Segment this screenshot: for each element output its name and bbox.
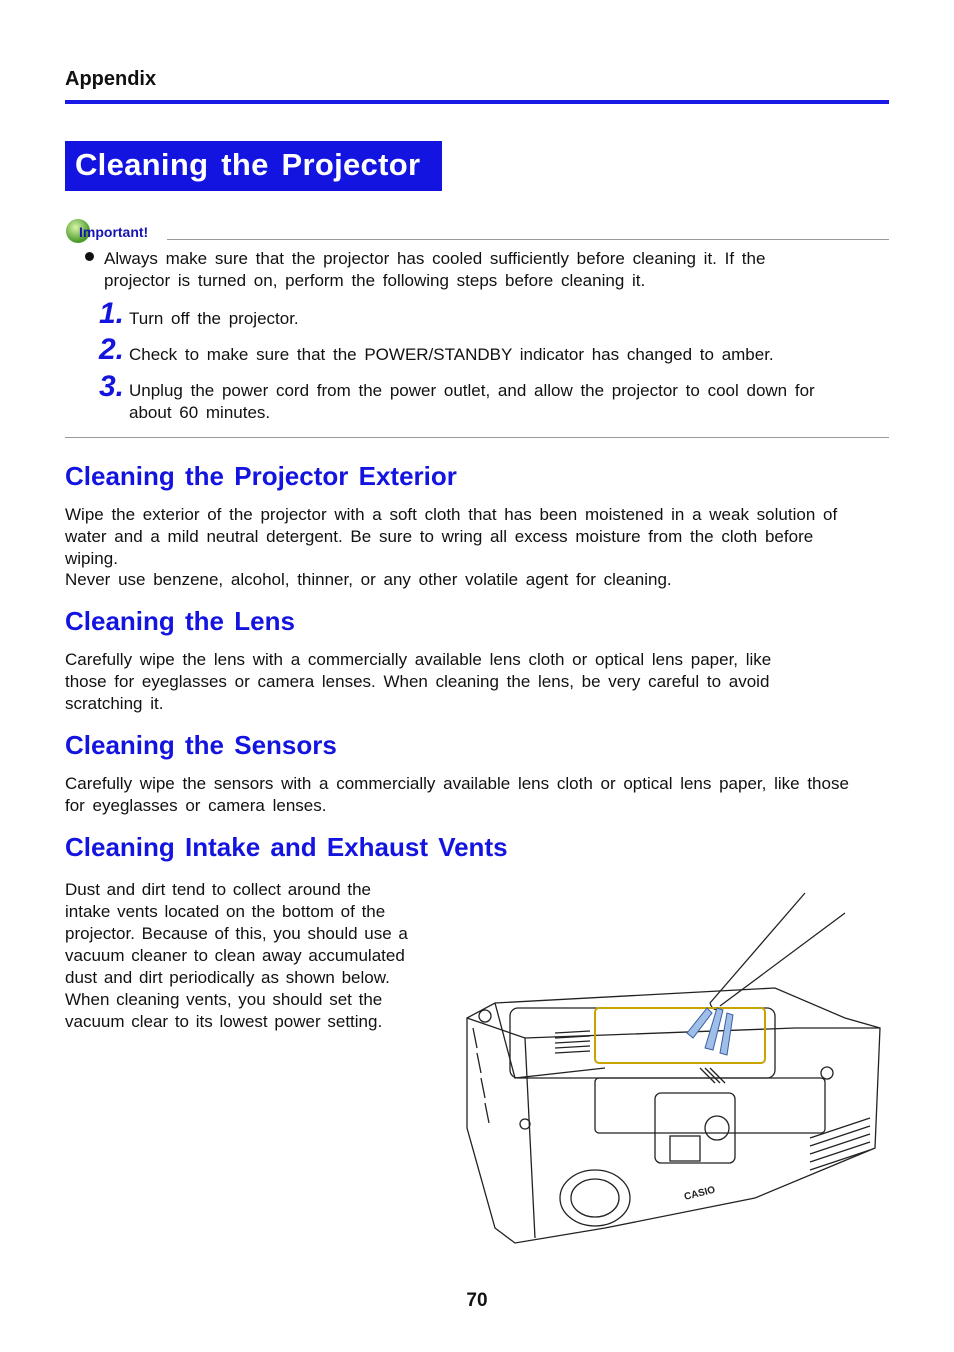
- sensors-paragraph: Carefully wipe the sensors with a commercially available lens cloth or optical lens paper, like those for eyeglasses or camera lenses.: [65, 774, 849, 815]
- important-icon: [65, 218, 167, 246]
- exterior-warning: Never use benzene, alcohol, thinner, or any other volatile agent for cleaning.: [65, 570, 672, 589]
- lens-paragraph: Carefully wipe the lens with a commercially available lens cloth or optical lens paper, like those for eyeglasses or camera lenses. When cleaning the lens, be very careful to avoid scratching it.: [65, 650, 772, 713]
- page-title-box: [65, 141, 442, 191]
- important-rule: [167, 239, 889, 240]
- exterior-paragraph: Wipe the exterior of the projector with a soft cloth that has been moistened in a weak solution of water and a mild neutral detergent. Be sure to wring all excess moisture from the cloth before wiping.: [65, 505, 838, 568]
- vents-paragraph: Dust and dirt tend to collect around the intake vents located on the bottom of the projector. Because of this, you should use a vacuum cleaner to clean away accumulated dust and dirt periodically as shown below. When cleaning vents, you should set the vacuum clear to its lowest power setting.: [65, 880, 408, 1031]
- projector-brand-mark: CASIO: [683, 1184, 717, 1203]
- step-number: 1.: [99, 297, 125, 330]
- step-number: 3.: [99, 370, 125, 403]
- projector-vacuum-illustration: [455, 878, 895, 1248]
- bullet-icon: [85, 252, 94, 261]
- section-label: Appendix: [65, 68, 157, 90]
- important-badge-text: Important!: [79, 224, 149, 240]
- heading-lens: Cleaning the Lens: [65, 606, 295, 636]
- heading-exterior: Cleaning the Projector Exterior: [65, 461, 457, 491]
- heading-sensors: Cleaning the Sensors: [65, 730, 337, 760]
- page-title: Cleaning the Projector: [75, 147, 421, 182]
- important-bullet: Always make sure that the projector has cooled sufficiently before cleaning it. If the projector is turned on, perform the following steps before cleaning it.: [104, 249, 766, 290]
- step-text: Unplug the power cord from the power outlet, and allow the projector to cool down for about 60 minutes.: [129, 381, 815, 422]
- header-rule: [65, 100, 889, 104]
- step-text: Turn off the projector.: [129, 309, 299, 328]
- heading-vents: Cleaning Intake and Exhaust Vents: [65, 832, 508, 862]
- section-divider: [65, 437, 889, 438]
- step-text: Check to make sure that the POWER/STANDBY indicator has changed to amber.: [129, 345, 774, 364]
- step-number: 2.: [99, 333, 125, 366]
- page-number: 70: [466, 1290, 488, 1311]
